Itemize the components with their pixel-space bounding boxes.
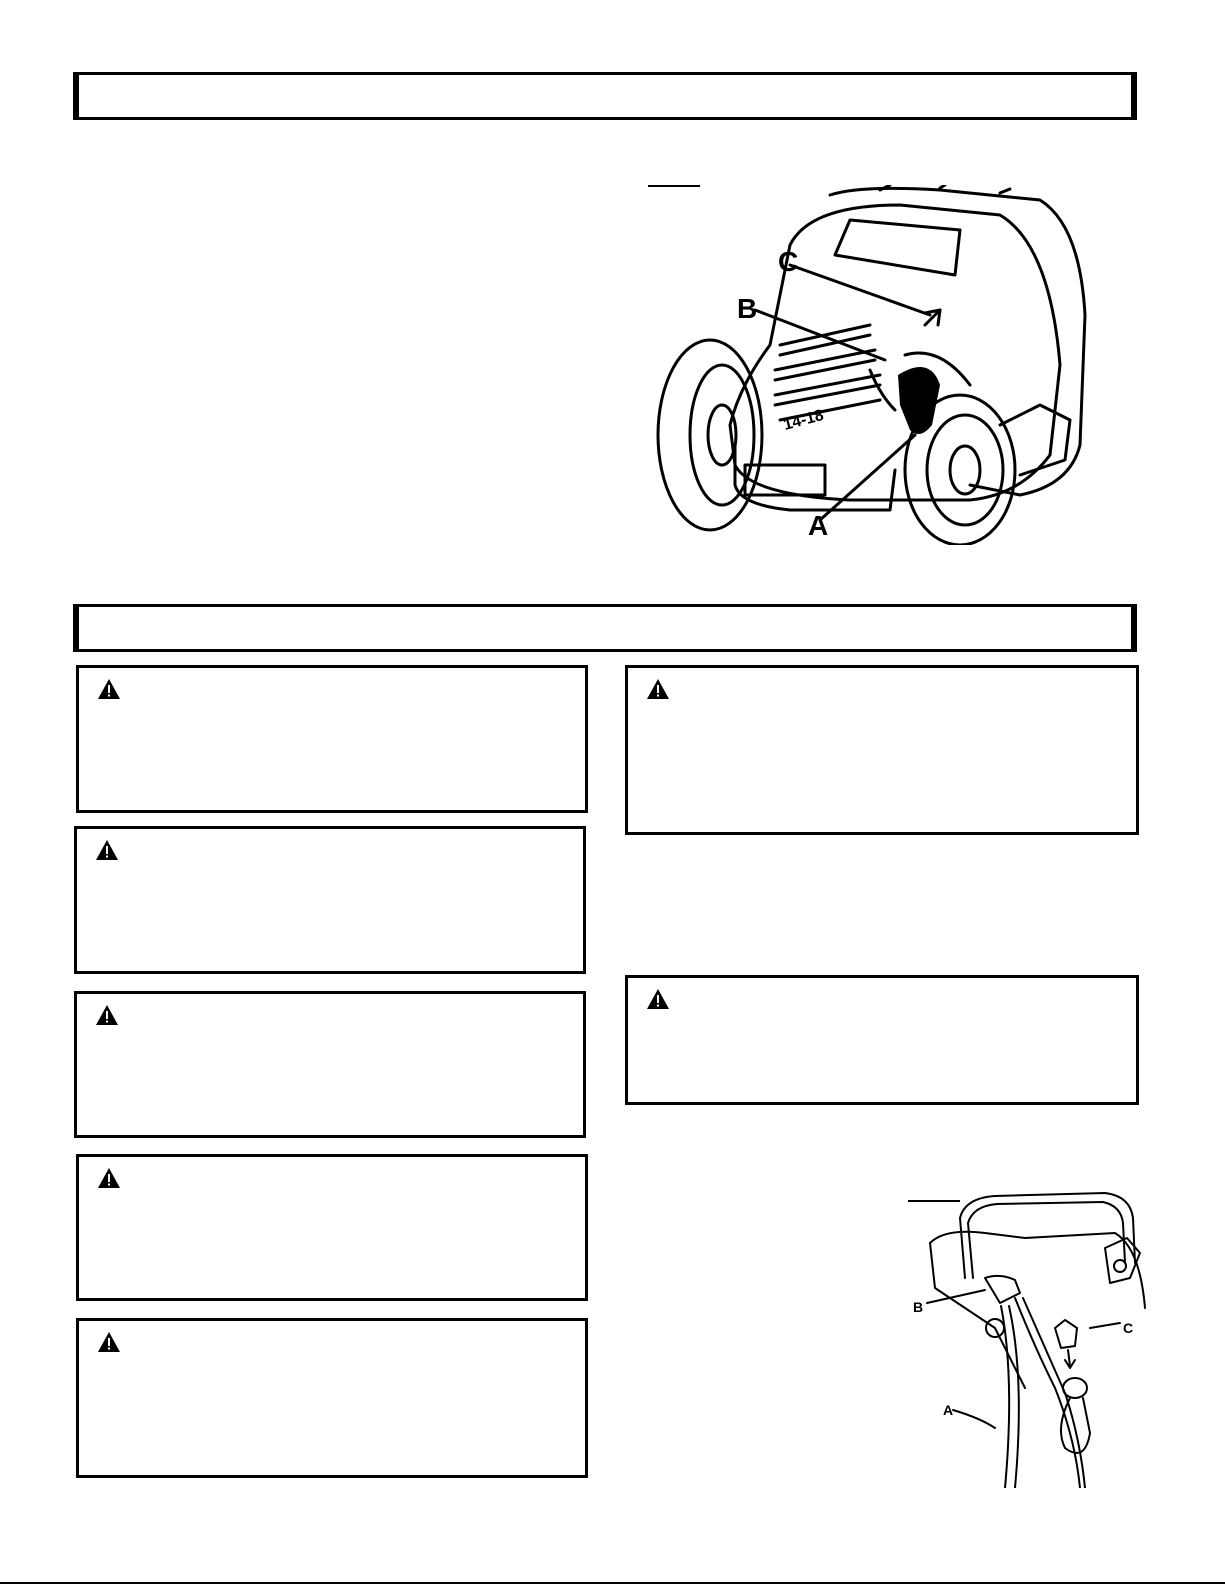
warning-box-right-1 bbox=[625, 665, 1139, 835]
warning-triangle-icon bbox=[95, 839, 119, 861]
section-header-1 bbox=[73, 72, 1137, 120]
figure-2-callout-c: C bbox=[1123, 1320, 1134, 1336]
warning-box-left-3 bbox=[74, 991, 586, 1138]
warning-triangle-icon bbox=[97, 1331, 121, 1353]
figure-1-mower-illustration bbox=[640, 185, 1100, 545]
page-bottom-rule bbox=[0, 1582, 1225, 1584]
warning-box-left-5 bbox=[76, 1318, 588, 1478]
figure-1-badge: 14-18 bbox=[781, 406, 826, 434]
figure-2-callout-a: A bbox=[943, 1402, 954, 1418]
warning-box-left-4 bbox=[76, 1154, 588, 1301]
warning-triangle-icon bbox=[646, 988, 670, 1010]
figure-2-cord-illustration bbox=[905, 1188, 1150, 1488]
warning-triangle-icon bbox=[97, 1167, 121, 1189]
warning-box-left-2 bbox=[74, 826, 586, 974]
figure-1-callout-c: C bbox=[778, 246, 799, 277]
figure-1-callout-a: A bbox=[808, 510, 829, 541]
warning-triangle-icon bbox=[97, 678, 121, 700]
warning-box-left-1 bbox=[76, 665, 588, 813]
warning-triangle-icon bbox=[646, 678, 670, 700]
warning-triangle-icon bbox=[95, 1004, 119, 1026]
section-header-2 bbox=[73, 604, 1137, 652]
figure-2-callout-b: B bbox=[913, 1299, 924, 1315]
warning-box-right-2 bbox=[625, 975, 1139, 1105]
figure-1-callout-b: B bbox=[737, 293, 758, 324]
